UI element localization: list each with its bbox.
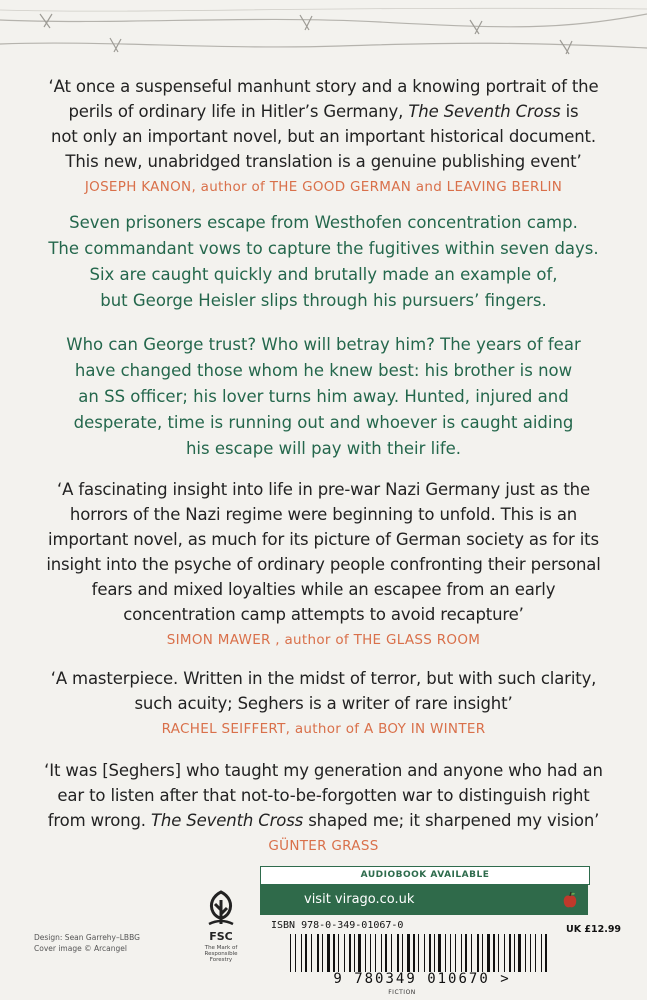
blurb-paragraph-1: [40, 210, 607, 314]
quote-text: shaped me; it sharpened my vision’: [303, 811, 600, 830]
quote-line: fears and mixed loyalties while an escapee from an early: [91, 580, 556, 599]
quote-text: is: [560, 102, 579, 121]
quote-line: ‘At once a suspenseful manhunt story and a knowing portrait of the: [48, 77, 599, 96]
quote-line: ‘It was [Seghers] who taught my generation and anyone who had an: [44, 761, 603, 780]
attribution-text: , author of: [270, 632, 354, 648]
quote-line: not only an important novel, but an important historical document.: [51, 127, 596, 146]
quote-text: perils of ordinary life in Hitler’s Germany,: [68, 102, 409, 121]
quote-line: ‘A fascinating insight into life in pre-war Nazi Germany just as the: [57, 480, 590, 499]
apple-icon: [562, 891, 578, 909]
quote-mawer: [40, 477, 607, 653]
attribution: [40, 628, 607, 653]
fsc-tagline-line: Responsible: [204, 951, 238, 957]
virago-url[interactable]: visit virago.co.uk: [304, 892, 415, 907]
book-title: The Seventh Cross: [408, 102, 561, 121]
quote-line: such acuity; Seghers is a writer of rare insight’: [134, 694, 513, 713]
quote-line: ‘A masterpiece. Written in the midst of terror, but with such clarity,: [50, 669, 597, 688]
attribution: [40, 175, 607, 200]
fsc-logo: [193, 888, 249, 963]
quote-line: insight into the psyche of ordinary people confronting their personal: [46, 555, 601, 574]
audiobook-banner: AUDIOBOOK AVAILABLE: [260, 866, 590, 885]
attribution: [40, 717, 607, 742]
blurb-line: The commandant vows to capture the fugitives within seven days.: [48, 239, 599, 258]
quote-line: [40, 808, 607, 833]
genre-label: FICTION: [388, 989, 416, 996]
attribution-text: , author of: [191, 179, 270, 195]
fsc-label: FSC: [209, 930, 233, 943]
quote-line: concentration camp attempts to avoid recapture’: [123, 605, 524, 624]
attribution-work: THE GLASS ROOM: [353, 632, 481, 648]
fsc-tree-icon: [201, 888, 241, 928]
cover-credits: [34, 932, 140, 954]
blurb-line: Who can George trust? Who will betray him? The years of fear: [66, 335, 581, 354]
attribution-author: RACHEL SEIFFERT: [161, 721, 286, 737]
attribution-text: and: [411, 179, 447, 195]
quote-line: horrors of the Nazi regime were beginning to unfold. This is an: [69, 505, 578, 524]
attribution-work: A BOY IN WINTER: [363, 721, 486, 737]
quote-seiffert: [40, 666, 607, 742]
blurb-line: but George Heisler slips through his pursuers’ fingers.: [100, 291, 547, 310]
attribution-work: LEAVING BERLIN: [446, 179, 563, 195]
attribution-author: JOSEPH KANON: [84, 179, 192, 195]
attribution-work: THE GOOD GERMAN: [269, 179, 412, 195]
attribution-text: , author of: [285, 721, 364, 737]
fsc-tagline: [193, 945, 249, 963]
blurb-line: Six are caught quickly and brutally made an example of,: [89, 265, 558, 284]
price: UK £12.99: [566, 924, 622, 935]
fsc-tagline-line: The Mark of: [204, 945, 238, 951]
barbed-wire: [0, 0, 647, 70]
attribution: [40, 834, 607, 859]
book-title: The Seventh Cross: [150, 811, 304, 830]
blurb-paragraph-2: [40, 332, 607, 462]
quote-line: [40, 99, 607, 124]
quote-line: This new, unabridged translation is a genuine publishing event’: [65, 152, 582, 171]
quote-grass: [40, 758, 607, 859]
blurb-line: an SS officer; his lover turns him away. Hunted, injured and: [78, 387, 569, 406]
quote-kanon: [40, 74, 607, 200]
blurb-line: desperate, time is running out and whoever is caught aiding: [73, 413, 574, 432]
blurb-line: have changed those whom he knew best: his brother is now: [74, 361, 573, 380]
virago-banner[interactable]: [260, 885, 588, 915]
quote-line: ear to listen after that not-to-be-forgotten war to distinguish right: [57, 786, 590, 805]
blurb-line: his escape will pay with their life.: [185, 439, 462, 458]
quote-line: important novel, as much for its picture of German society as for its: [48, 530, 599, 549]
blurb-line: Seven prisoners escape from Westhofen concentration camp.: [69, 213, 578, 232]
barcode-number: 9 780349 010670 >: [282, 972, 562, 987]
attribution-author: SIMON MAWER: [166, 632, 271, 648]
cover-image-credit: Cover image © Arcangel: [34, 944, 127, 953]
fsc-tagline-line: Forestry: [209, 957, 233, 963]
attribution-author: GÜNTER GRASS: [268, 838, 379, 854]
isbn: ISBN 978-0-349-01067-0: [271, 920, 404, 931]
design-credit: Design: Sean Garrehy–LBBG: [34, 933, 140, 942]
quote-text: from wrong.: [47, 811, 151, 830]
